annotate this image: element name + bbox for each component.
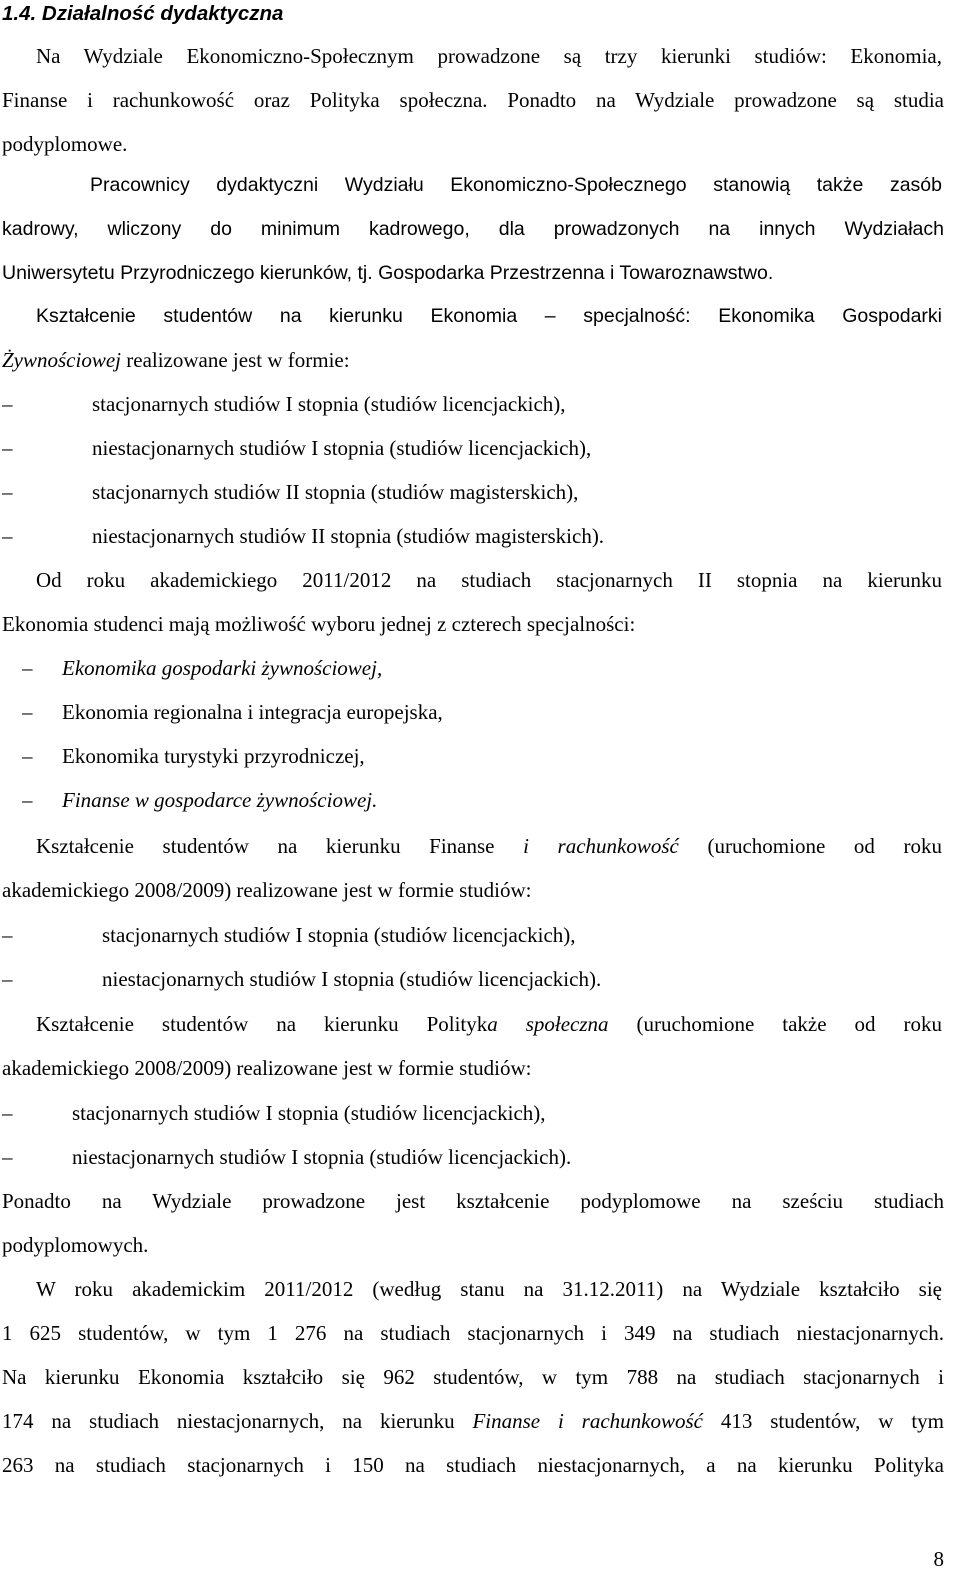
- list-dash: –: [2, 480, 13, 504]
- paragraph-line: [2, 347, 350, 373]
- paragraph-line: [2, 1408, 944, 1434]
- paragraph-line: Ekonomia studenci mają możliwość wyboru jednej z czterech specjalności:: [2, 612, 636, 636]
- text-span: Finanse i rachunkowość: [472, 1409, 703, 1433]
- paragraph-line: [2, 87, 944, 113]
- list-item: Ekonomika turystyki przyrodniczej,: [62, 744, 365, 768]
- paragraph-line: kadrowy, wliczony do minimum kadrowego, dla prowadzonych na innych Wydziałach: [2, 218, 944, 240]
- text-span: a społeczna: [487, 1012, 609, 1036]
- list-item: stacjonarnych studiów II stopnia (studiów magisterskich),: [92, 480, 579, 504]
- paragraph-line: W roku akademickim 2011/2012 (według stanu na 31.12.2011) na Wydziale kształciło się: [36, 1277, 942, 1301]
- paragraph-line: 263 na studiach stacjonarnych i 150 na studiach niestacjonarnych, a na kierunku Polityka: [2, 1453, 944, 1477]
- list-dash: –: [2, 923, 13, 947]
- list-item: Ekonomika gospodarki żywnościowej,: [62, 656, 383, 680]
- text-span: Kształcenie studentów na kierunku Polityk: [36, 1012, 488, 1036]
- paragraph-line: 1 625 studentów, w tym 1 276 na studiach stacjonarnych i 349 na studiach niestacjonarnych.: [2, 1321, 944, 1345]
- text-span: Ponadto na Wydziale prowadzone są studia: [487, 88, 944, 112]
- paragraph-line: Ponadto na Wydziale prowadzone jest kształcenie podyplomowe na sześciu studiach: [2, 1189, 944, 1213]
- page-number: 8: [933, 1547, 944, 1571]
- list-dash: –: [2, 967, 13, 991]
- list-dash: –: [22, 700, 33, 724]
- text-span: Kształcenie studentów na kierunku Finanse: [36, 834, 524, 858]
- text-span: i rachunkowość: [523, 834, 679, 858]
- text-span: (uruchomione od roku: [678, 834, 942, 858]
- list-item: stacjonarnych studiów I stopnia (studiów licencjackich),: [92, 392, 566, 416]
- list-item: niestacjonarnych studiów II stopnia (studiów magisterskich).: [92, 524, 605, 548]
- text-span: 174 na studiach niestacjonarnych, na kierunku: [2, 1409, 473, 1433]
- paragraph-line: Pracownicy dydaktyczni Wydziału Ekonomiczno-Społecznego stanowią także zasób: [90, 174, 942, 196]
- list-dash: –: [2, 524, 13, 548]
- text-span: (uruchomione także od roku: [608, 1012, 942, 1036]
- list-dash: –: [22, 656, 33, 680]
- list-item: niestacjonarnych studiów I stopnia (studiów licencjackich),: [92, 436, 592, 460]
- list-item: stacjonarnych studiów I stopnia (studiów licencjackich),: [72, 1101, 546, 1125]
- list-dash: –: [2, 392, 13, 416]
- paragraph-line: [36, 1011, 942, 1037]
- section-heading: 1.4. Działalność dydaktyczna: [2, 2, 284, 25]
- paragraph-line: Na kierunku Ekonomia kształciło się 962 studentów, w tym 788 na studiach stacjonarnych i: [2, 1365, 944, 1389]
- text-span: społeczna.: [399, 88, 488, 112]
- list-dash: –: [22, 744, 33, 768]
- text-span: realizowane jest w formie:: [121, 348, 350, 372]
- text-span: oraz Polityka: [234, 88, 400, 112]
- paragraph-line: Kształcenie studentów na kierunku Ekonomia – specjalność: Ekonomika Gospodarki: [36, 305, 942, 327]
- list-dash: –: [2, 1101, 13, 1125]
- list-dash: –: [22, 788, 33, 812]
- paragraph-line: akademickiego 2008/2009) realizowane jest w formie studiów:: [2, 878, 532, 902]
- paragraph-line: podyplomowych.: [2, 1233, 149, 1257]
- paragraph-line: podyplomowe.: [2, 132, 128, 156]
- paragraph-line: Na Wydziale Ekonomiczno-Społecznym prowadzone są trzy kierunki studiów: Ekonomia,: [36, 44, 942, 68]
- paragraph-line: [36, 833, 942, 859]
- list-item: niestacjonarnych studiów I stopnia (studiów licencjackich).: [102, 967, 602, 991]
- paragraph-line: akademickiego 2008/2009) realizowane jest w formie studiów:: [2, 1056, 532, 1080]
- paragraph-line: Od roku akademickiego 2011/2012 na studiach stacjonarnych II stopnia na kierunku: [36, 568, 942, 592]
- text-span: 413 studentów, w tym: [703, 1409, 944, 1433]
- text-span: Finanse i rachunkowość: [2, 88, 235, 112]
- list-dash: –: [2, 1145, 13, 1169]
- text-span: Żywnościowej: [2, 348, 121, 372]
- list-item: Ekonomia regionalna i integracja europejska,: [62, 700, 443, 724]
- paragraph-line: Uniwersytetu Przyrodniczego kierunków, tj. Gospodarka Przestrzenna i Towaroznawstwo.: [2, 262, 774, 284]
- list-item: stacjonarnych studiów I stopnia (studiów licencjackich),: [102, 923, 576, 947]
- list-item: Finanse w gospodarce żywnościowej.: [62, 788, 378, 812]
- list-item: niestacjonarnych studiów I stopnia (studiów licencjackich).: [72, 1145, 572, 1169]
- list-dash: –: [2, 436, 13, 460]
